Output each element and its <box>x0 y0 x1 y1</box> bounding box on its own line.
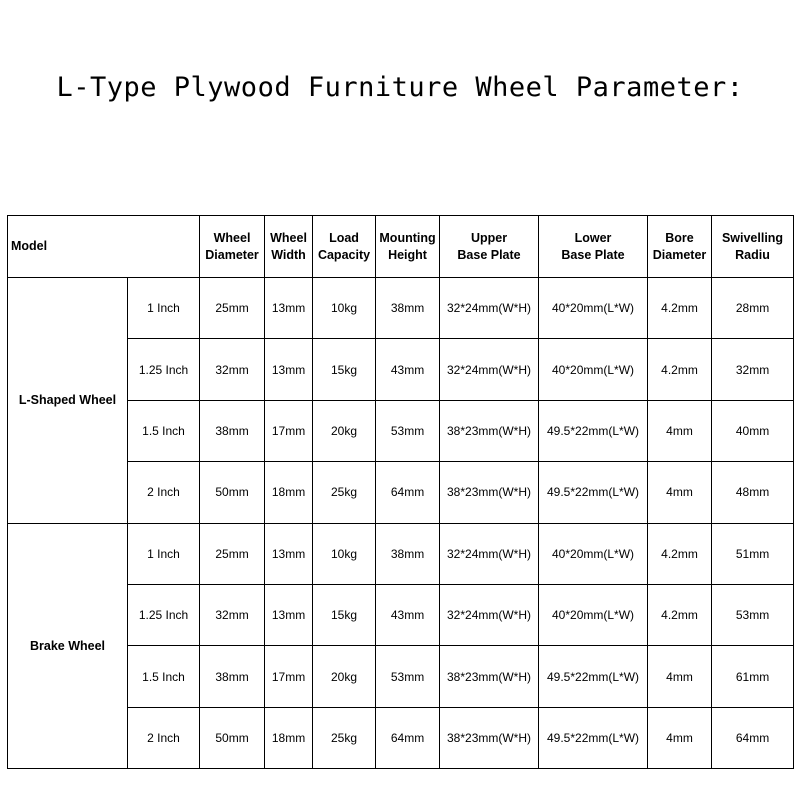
value-cell: 38mm <box>200 400 265 461</box>
value-cell: 61mm <box>712 646 794 707</box>
value-cell: 4mm <box>648 462 712 523</box>
value-cell: 49.5*22mm(L*W) <box>539 707 648 768</box>
table-row <box>8 523 794 584</box>
value-cell: 53mm <box>376 646 440 707</box>
value-cell: 13mm <box>265 584 313 645</box>
value-cell: 50mm <box>200 707 265 768</box>
value-cell: 51mm <box>712 523 794 584</box>
size-cell: 1.25 Inch <box>128 584 200 645</box>
value-cell: 48mm <box>712 462 794 523</box>
value-cell: 20kg <box>313 646 376 707</box>
size-cell: 1.5 Inch <box>128 400 200 461</box>
value-cell: 49.5*22mm(L*W) <box>539 400 648 461</box>
value-cell: 13mm <box>265 523 313 584</box>
value-cell: 50mm <box>200 462 265 523</box>
value-cell: 40mm <box>712 400 794 461</box>
parameter-table <box>7 215 794 769</box>
value-cell: 13mm <box>265 339 313 400</box>
value-cell: 18mm <box>265 707 313 768</box>
value-cell: 10kg <box>313 523 376 584</box>
value-cell: 25kg <box>313 707 376 768</box>
value-cell: 43mm <box>376 339 440 400</box>
value-cell: 4mm <box>648 707 712 768</box>
value-cell: 4.2mm <box>648 584 712 645</box>
value-cell: 49.5*22mm(L*W) <box>539 462 648 523</box>
value-cell: 25kg <box>313 462 376 523</box>
value-cell: 43mm <box>376 584 440 645</box>
header-model: Model <box>8 216 200 278</box>
header-row <box>8 216 794 278</box>
value-cell: 32mm <box>712 339 794 400</box>
value-cell: 38*23mm(W*H) <box>440 707 539 768</box>
header-load-capacity: Load Capacity <box>313 216 376 278</box>
table-body <box>8 216 794 769</box>
value-cell: 15kg <box>313 584 376 645</box>
group-label: L-Shaped Wheel <box>8 278 128 524</box>
value-cell: 40*20mm(L*W) <box>539 584 648 645</box>
header-swivelling-radius: Swivelling Radiu <box>712 216 794 278</box>
size-cell: 2 Inch <box>128 707 200 768</box>
header-upper-base-plate: Upper Base Plate <box>440 216 539 278</box>
value-cell: 40*20mm(L*W) <box>539 523 648 584</box>
table-row <box>8 278 794 339</box>
value-cell: 64mm <box>376 707 440 768</box>
value-cell: 64mm <box>712 707 794 768</box>
header-mounting-height: Mounting Height <box>376 216 440 278</box>
header-lower-base-plate: Lower Base Plate <box>539 216 648 278</box>
value-cell: 38mm <box>200 646 265 707</box>
header-bore-diameter: Bore Diameter <box>648 216 712 278</box>
group-label: Brake Wheel <box>8 523 128 769</box>
value-cell: 32*24mm(W*H) <box>440 278 539 339</box>
value-cell: 64mm <box>376 462 440 523</box>
value-cell: 15kg <box>313 339 376 400</box>
header-wheel-width: Wheel Width <box>265 216 313 278</box>
size-cell: 1.5 Inch <box>128 646 200 707</box>
value-cell: 4.2mm <box>648 339 712 400</box>
value-cell: 53mm <box>376 400 440 461</box>
value-cell: 25mm <box>200 278 265 339</box>
value-cell: 40*20mm(L*W) <box>539 339 648 400</box>
value-cell: 32mm <box>200 584 265 645</box>
value-cell: 32mm <box>200 339 265 400</box>
value-cell: 17mm <box>265 400 313 461</box>
size-cell: 1 Inch <box>128 278 200 339</box>
value-cell: 49.5*22mm(L*W) <box>539 646 648 707</box>
value-cell: 4.2mm <box>648 278 712 339</box>
header-wheel-diameter: Wheel Diameter <box>200 216 265 278</box>
value-cell: 25mm <box>200 523 265 584</box>
size-cell: 1.25 Inch <box>128 339 200 400</box>
value-cell: 18mm <box>265 462 313 523</box>
value-cell: 4.2mm <box>648 523 712 584</box>
value-cell: 53mm <box>712 584 794 645</box>
value-cell: 13mm <box>265 278 313 339</box>
size-cell: 1 Inch <box>128 523 200 584</box>
value-cell: 20kg <box>313 400 376 461</box>
value-cell: 10kg <box>313 278 376 339</box>
value-cell: 32*24mm(W*H) <box>440 339 539 400</box>
value-cell: 38mm <box>376 278 440 339</box>
value-cell: 4mm <box>648 400 712 461</box>
size-cell: 2 Inch <box>128 462 200 523</box>
value-cell: 28mm <box>712 278 794 339</box>
value-cell: 38*23mm(W*H) <box>440 400 539 461</box>
page-title: L-Type Plywood Furniture Wheel Parameter: <box>56 72 744 103</box>
value-cell: 17mm <box>265 646 313 707</box>
value-cell: 32*24mm(W*H) <box>440 523 539 584</box>
value-cell: 38mm <box>376 523 440 584</box>
value-cell: 38*23mm(W*H) <box>440 462 539 523</box>
value-cell: 38*23mm(W*H) <box>440 646 539 707</box>
value-cell: 40*20mm(L*W) <box>539 278 648 339</box>
value-cell: 32*24mm(W*H) <box>440 584 539 645</box>
value-cell: 4mm <box>648 646 712 707</box>
